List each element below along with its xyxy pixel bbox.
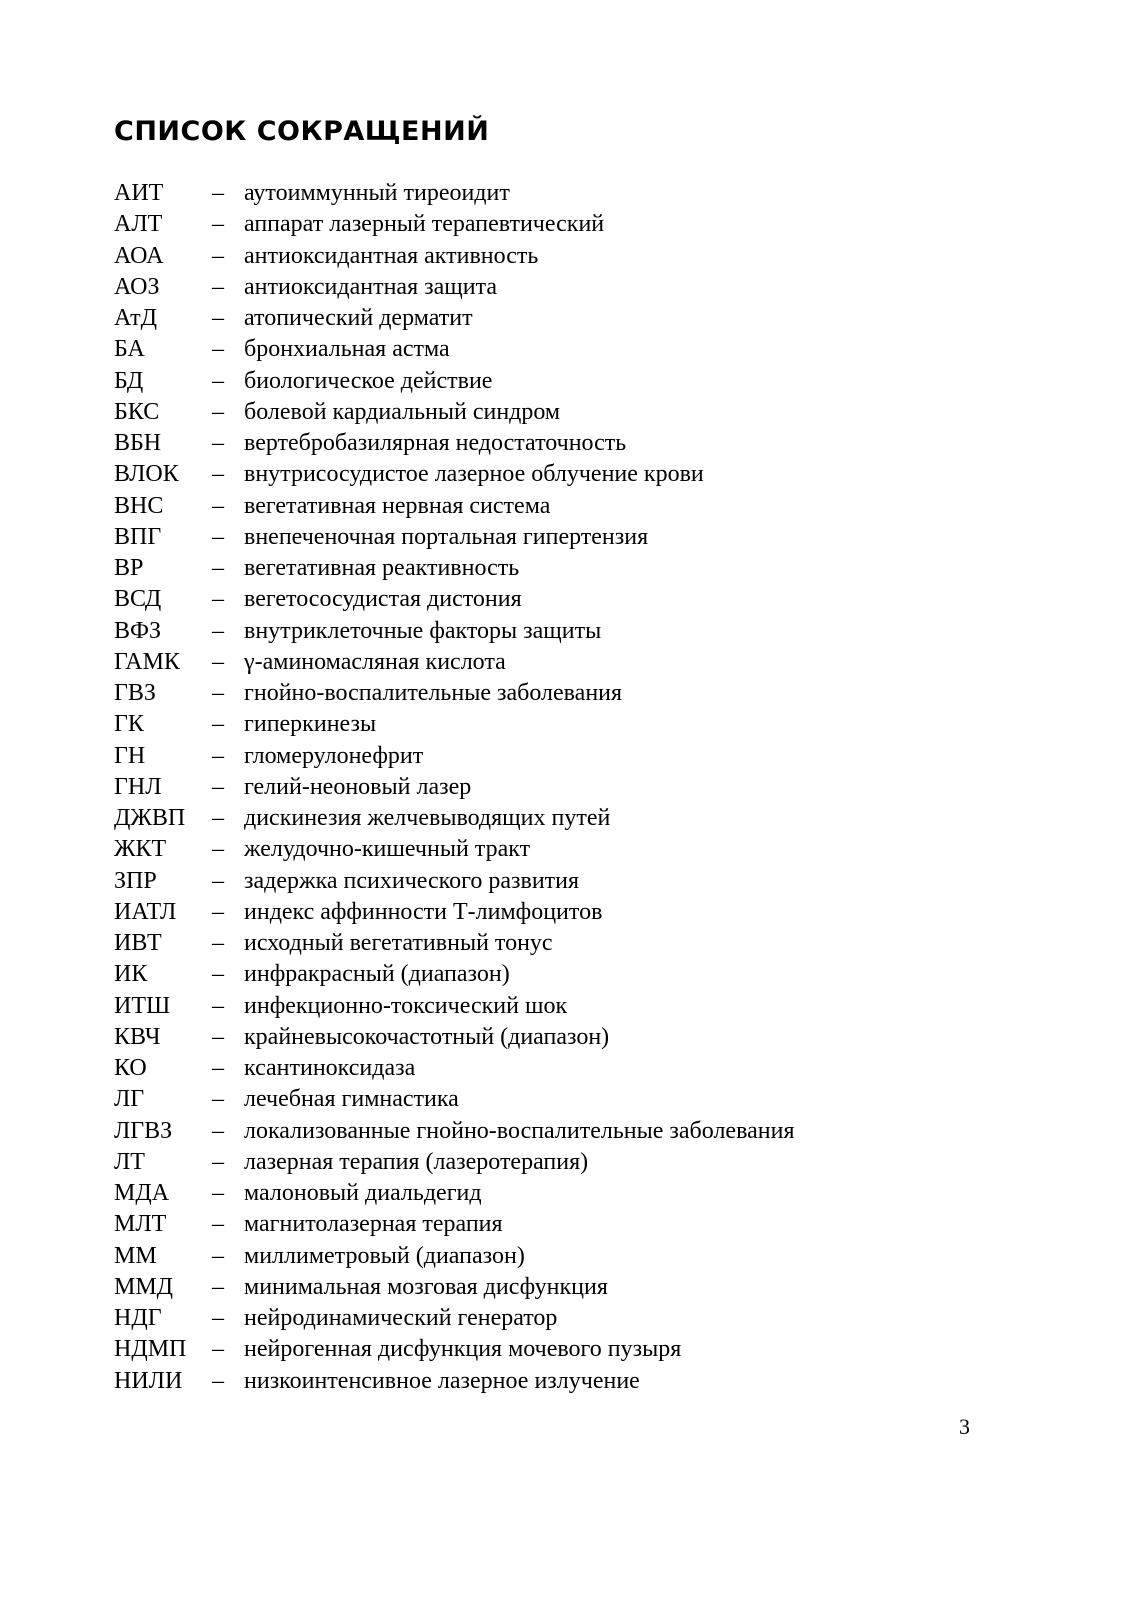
list-item xyxy=(114,522,1014,553)
abbreviation-code: ЛГ xyxy=(114,1086,145,1113)
list-item xyxy=(114,553,1014,584)
list-item xyxy=(114,584,1014,615)
list-item xyxy=(114,428,1014,459)
abbreviation-definition: нейродинамический генератор xyxy=(244,1305,558,1331)
abbreviation-definition: инфекционно-токсический шок xyxy=(244,992,568,1019)
abbreviation-definition: γ-аминомасляная кислота xyxy=(244,648,506,675)
separator-dash: – xyxy=(212,1023,224,1050)
list-item xyxy=(114,459,1014,490)
abbreviation-code: АОА xyxy=(114,242,164,269)
list-item xyxy=(114,897,1014,928)
abbreviation-definition: антиоксидантная защита xyxy=(244,273,498,300)
abbreviation-code: ГВЗ xyxy=(114,680,156,706)
separator-dash: – xyxy=(212,461,224,488)
list-item xyxy=(114,1178,1014,1209)
separator-dash: – xyxy=(212,1367,224,1394)
list-item xyxy=(114,1334,1014,1365)
abbreviation-code: КО xyxy=(114,1055,147,1081)
list-item xyxy=(114,866,1014,897)
abbreviation-definition: гелий-неоновый лазер xyxy=(244,773,472,800)
abbreviation-definition: лечебная гимнастика xyxy=(244,1086,459,1113)
list-item xyxy=(114,1241,1014,1272)
list-item xyxy=(114,1366,1014,1397)
list-item xyxy=(114,1209,1014,1240)
abbreviation-definition: локализованные гнойно-воспалительные заболевания xyxy=(244,1117,795,1144)
separator-dash: – xyxy=(212,836,224,863)
abbreviation-definition: гломерулонефрит xyxy=(244,742,424,769)
separator-dash: – xyxy=(212,1086,224,1113)
abbreviation-code: ИК xyxy=(114,961,148,988)
abbreviation-definition: болевой кардиальный синдром xyxy=(244,398,561,425)
separator-dash: – xyxy=(212,1336,224,1363)
abbreviation-code: ВНС xyxy=(114,492,164,519)
abbreviation-code: ГК xyxy=(114,711,144,738)
abbreviation-definition: гнойно-воспалительные заболевания xyxy=(244,680,623,706)
separator-dash: – xyxy=(212,273,224,300)
abbreviation-code: БД xyxy=(114,367,144,394)
abbreviation-definition: крайневысокочастотный (диапазон) xyxy=(244,1023,610,1050)
list-item xyxy=(114,366,1014,397)
abbreviation-definition: исходный вегетативный тонус xyxy=(244,930,553,956)
abbreviation-code: КВЧ xyxy=(114,1023,161,1050)
abbreviation-code: ЗПР xyxy=(114,867,157,894)
list-item xyxy=(114,709,1014,740)
abbreviation-code: ЛТ xyxy=(114,1148,145,1175)
abbreviation-definition: антиоксидантная активность xyxy=(244,242,539,269)
list-item xyxy=(114,1116,1014,1147)
separator-dash: – xyxy=(212,992,224,1019)
separator-dash: – xyxy=(212,336,224,363)
abbreviation-definition: минимальная мозговая дисфункция xyxy=(244,1273,608,1300)
abbreviation-code: ДЖВП xyxy=(114,805,186,831)
separator-dash: – xyxy=(212,1305,224,1331)
list-item xyxy=(114,397,1014,428)
separator-dash: – xyxy=(212,867,224,894)
list-item xyxy=(114,1053,1014,1084)
abbreviation-definition: нейрогенная дисфункция мочевого пузыря xyxy=(244,1336,682,1363)
list-item xyxy=(114,1272,1014,1303)
list-item xyxy=(114,209,1014,240)
list-item xyxy=(114,803,1014,834)
abbreviation-code: МЛТ xyxy=(114,1211,167,1238)
abbreviation-code: ВЛОК xyxy=(114,461,179,488)
separator-dash: – xyxy=(212,1117,224,1144)
abbreviation-code: АтД xyxy=(114,305,157,331)
list-item xyxy=(114,241,1014,272)
abbreviation-list xyxy=(114,178,1014,1397)
list-item xyxy=(114,678,1014,709)
list-item xyxy=(114,1147,1014,1178)
separator-dash: – xyxy=(212,180,224,206)
separator-dash: – xyxy=(212,742,224,769)
abbreviation-definition: вертебробазилярная недостаточность xyxy=(244,430,627,456)
separator-dash: – xyxy=(212,523,224,550)
abbreviation-definition: дискинезия желчевыводящих путей xyxy=(244,805,611,831)
abbreviation-code: ГН xyxy=(114,742,146,769)
separator-dash: – xyxy=(212,1180,224,1206)
abbreviation-definition: гиперкинезы xyxy=(244,711,377,738)
separator-dash: – xyxy=(212,898,224,925)
list-item xyxy=(114,928,1014,959)
abbreviation-definition: атопический дерматит xyxy=(244,305,473,331)
separator-dash: – xyxy=(212,930,224,956)
abbreviation-definition: задержка психического развития xyxy=(244,867,580,894)
separator-dash: – xyxy=(212,492,224,519)
abbreviation-code: НИЛИ xyxy=(114,1367,183,1394)
abbreviation-definition: желудочно-кишечный тракт xyxy=(244,836,531,863)
list-item xyxy=(114,616,1014,647)
abbreviation-definition: внутриклеточные факторы защиты xyxy=(244,617,602,644)
abbreviation-code: ВПГ xyxy=(114,523,162,550)
abbreviation-code: ИВТ xyxy=(114,930,162,956)
abbreviation-definition: лазерная терапия (лазеротерапия) xyxy=(244,1148,589,1175)
abbreviation-code: НДМП xyxy=(114,1336,187,1363)
abbreviation-code: МДА xyxy=(114,1180,170,1206)
abbreviation-code: ИТШ xyxy=(114,992,171,1019)
abbreviation-definition: низкоинтенсивное лазерное излучение xyxy=(244,1367,640,1394)
list-item xyxy=(114,834,1014,865)
abbreviation-code: АИТ xyxy=(114,180,164,206)
list-item xyxy=(114,1084,1014,1115)
abbreviation-code: ГНЛ xyxy=(114,773,162,800)
abbreviation-definition: магнитолазерная терапия xyxy=(244,1211,503,1238)
separator-dash: – xyxy=(212,1055,224,1081)
list-item xyxy=(114,991,1014,1022)
abbreviation-code: НДГ xyxy=(114,1305,162,1331)
separator-dash: – xyxy=(212,1242,224,1269)
separator-dash: – xyxy=(212,648,224,675)
separator-dash: – xyxy=(212,430,224,456)
abbreviation-definition: внепеченочная портальная гипертензия xyxy=(244,523,649,550)
separator-dash: – xyxy=(212,805,224,831)
abbreviation-code: ГАМК xyxy=(114,648,180,675)
separator-dash: – xyxy=(212,680,224,706)
list-item xyxy=(114,491,1014,522)
list-item xyxy=(114,303,1014,334)
separator-dash: – xyxy=(212,773,224,800)
abbreviation-definition: биологическое действие xyxy=(244,367,493,394)
list-item xyxy=(114,1303,1014,1334)
abbreviation-code: БА xyxy=(114,336,145,363)
list-item xyxy=(114,334,1014,365)
separator-dash: – xyxy=(212,242,224,269)
abbreviation-definition: вегетативная нервная система xyxy=(244,492,551,519)
separator-dash: – xyxy=(212,367,224,394)
separator-dash: – xyxy=(212,398,224,425)
separator-dash: – xyxy=(212,555,224,581)
abbreviation-code: ММ xyxy=(114,1242,157,1269)
abbreviation-definition: аутоиммунный тиреоидит xyxy=(244,180,510,206)
separator-dash: – xyxy=(212,617,224,644)
separator-dash: – xyxy=(212,961,224,988)
abbreviation-definition: индекс аффинности Т-лимфоцитов xyxy=(244,898,603,925)
abbreviation-definition: ксантиноксидаза xyxy=(244,1055,416,1081)
separator-dash: – xyxy=(212,1211,224,1238)
abbreviation-code: ВБН xyxy=(114,430,162,456)
separator-dash: – xyxy=(212,1273,224,1300)
separator-dash: – xyxy=(212,211,224,238)
list-item xyxy=(114,178,1014,209)
list-item xyxy=(114,1022,1014,1053)
separator-dash: – xyxy=(212,305,224,331)
separator-dash: – xyxy=(212,711,224,738)
abbreviation-code: ММД xyxy=(114,1273,174,1300)
separator-dash: – xyxy=(212,1148,224,1175)
list-item xyxy=(114,272,1014,303)
abbreviation-code: ЛГВЗ xyxy=(114,1117,173,1144)
list-item xyxy=(114,741,1014,772)
abbreviation-code: ВФЗ xyxy=(114,617,161,644)
abbreviation-definition: миллиметровый (диапазон) xyxy=(244,1242,525,1269)
abbreviation-definition: вегетативная реактивность xyxy=(244,555,520,581)
abbreviation-code: АЛТ xyxy=(114,211,163,238)
abbreviation-definition: бронхиальная астма xyxy=(244,336,450,363)
list-item xyxy=(114,772,1014,803)
abbreviation-code: БКС xyxy=(114,398,160,425)
abbreviation-definition: инфракрасный (диапазон) xyxy=(244,961,510,988)
list-item xyxy=(114,647,1014,678)
separator-dash: – xyxy=(212,586,224,613)
abbreviation-code: ВСД xyxy=(114,586,162,613)
abbreviation-code: ЖКТ xyxy=(114,836,167,863)
abbreviation-code: ВР xyxy=(114,555,144,581)
abbreviation-definition: малоновый диальдегид xyxy=(244,1180,482,1206)
page-title: СПИСОК СОКРАЩЕНИЙ xyxy=(114,116,490,147)
abbreviation-definition: вегетососудистая дистония xyxy=(244,586,522,613)
page-number: 3 xyxy=(959,1414,970,1439)
abbreviation-definition: внутрисосудистое лазерное облучение крови xyxy=(244,461,704,488)
list-item xyxy=(114,959,1014,990)
abbreviation-code: АОЗ xyxy=(114,273,160,300)
abbreviation-code: ИАТЛ xyxy=(114,898,177,925)
abbreviation-definition: аппарат лазерный терапевтический xyxy=(244,211,605,238)
